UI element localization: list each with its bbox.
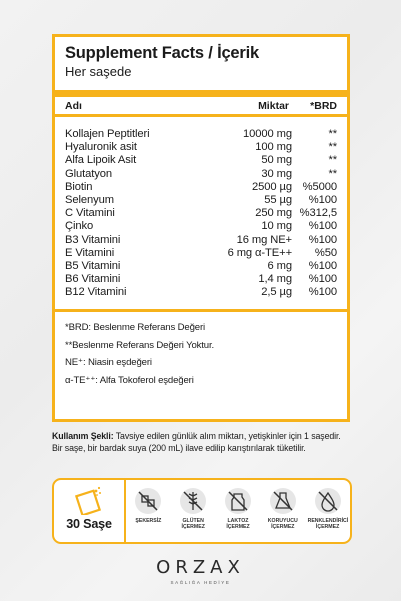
row-name: E Vitamini — [65, 246, 115, 259]
divider-footer — [55, 309, 347, 312]
row-amount: 2500 µg — [252, 180, 292, 193]
footnotes — [65, 319, 337, 389]
row-amount: 10 mg — [261, 220, 292, 233]
badge-preservative-free — [263, 486, 303, 530]
facts-row — [65, 154, 337, 167]
facts-row — [65, 273, 337, 286]
facts-header-row — [65, 97, 337, 114]
row-name: Çinko — [65, 220, 94, 233]
facts-row — [65, 207, 337, 220]
package-info-box — [52, 478, 352, 544]
header-brd: *BRD — [310, 99, 337, 112]
row-name: Hyaluronik asit — [65, 141, 137, 154]
divider-thick — [55, 90, 347, 97]
usage-text: Tavsiye edilen günlük alım miktarı, yetişkinler için 1 saşedir. Bir saşe, bir bardak suya (200 mL) ilave edilip karıştırılarak tüketilir. — [52, 431, 341, 454]
divider-header — [55, 114, 347, 117]
footnote: *BRD: Beslenme Referans Değeri — [65, 322, 206, 334]
badge-label: RENKLENDİRİCİ İÇERMEZ — [307, 518, 349, 530]
sachet-count — [54, 480, 124, 542]
row-amount: 50 mg — [261, 154, 292, 167]
row-name: B12 Vitamini — [65, 286, 127, 299]
row-amount: 10000 mg — [243, 128, 292, 140]
row-brd: %312,5 — [299, 207, 337, 220]
facts-subtitle: Her saşede — [65, 64, 132, 79]
row-name: Alfa Lipoik Asit — [65, 154, 137, 167]
facts-row — [65, 181, 337, 194]
preservative-free-icon — [268, 486, 298, 516]
gluten-free-icon — [178, 486, 208, 516]
sugar-free-icon — [133, 486, 163, 516]
row-amount: 55 µg — [264, 193, 292, 206]
sachet-count-label: 30 Saşe — [66, 517, 112, 531]
brand-tagline: SAĞLIĞA HEDİYE — [170, 580, 231, 585]
lactose-free-icon — [223, 486, 253, 516]
row-brd: ** — [328, 154, 337, 167]
row-name: Glutatyon — [65, 167, 112, 180]
facts-row — [65, 141, 337, 154]
row-brd: %100 — [308, 233, 337, 246]
footnote: NE⁺: Niasin eşdeğeri — [65, 357, 152, 369]
facts-row — [65, 247, 337, 260]
row-amount: 6 mg — [267, 259, 292, 272]
facts-title: Supplement Facts / İçerik — [65, 44, 259, 62]
supplement-facts-panel — [52, 34, 350, 422]
row-brd: %100 — [308, 193, 337, 206]
header-amount: Miktar — [258, 99, 289, 112]
row-amount: 6 mg α-TE++ — [227, 246, 292, 259]
facts-row — [65, 194, 337, 207]
badge-sugar-free — [128, 486, 168, 524]
badge-label: KORUYUCU İÇERMEZ — [267, 518, 298, 530]
facts-row — [65, 220, 337, 233]
usage-label: Kullanım Şekli: — [52, 431, 114, 441]
row-amount: 30 mg — [261, 167, 292, 180]
row-name: Kollajen Peptitleri — [65, 128, 150, 140]
badge-gluten-free — [173, 486, 213, 530]
row-brd: %100 — [308, 259, 337, 272]
badge-label: GLÜTEN İÇERMEZ — [181, 518, 205, 530]
row-brd: ** — [328, 167, 337, 180]
row-brd: %100 — [308, 286, 337, 299]
header-name: Adı — [65, 99, 82, 112]
row-brd: %5000 — [302, 180, 337, 193]
footnote: α-TE⁺⁺: Alfa Tokoferol eşdeğeri — [65, 374, 194, 386]
facts-row — [65, 234, 337, 247]
footnote: **Beslenme Referans Değeri Yoktur. — [65, 339, 215, 351]
sachet-icon — [75, 485, 103, 515]
brand-name: ORZAX — [156, 557, 245, 578]
colorant-free-icon — [313, 486, 343, 516]
facts-row — [65, 168, 337, 181]
row-amount: 16 mg NE+ — [236, 233, 292, 246]
badge-label: LAKTOZ İÇERMEZ — [226, 518, 250, 530]
badge-colorant-free — [308, 486, 348, 530]
row-brd: %100 — [308, 273, 337, 286]
row-name: B5 Vitamini — [65, 259, 121, 272]
row-brd: %50 — [314, 246, 337, 259]
facts-rows — [65, 128, 337, 299]
facts-row — [65, 286, 337, 299]
row-amount: 1,4 mg — [258, 273, 292, 286]
row-name: Selenyum — [65, 193, 114, 206]
facts-row — [65, 128, 337, 141]
badge-lactose-free — [218, 486, 258, 530]
badge-label: ŞEKERSİZ — [135, 518, 162, 524]
row-brd: %100 — [308, 220, 337, 233]
row-brd: ** — [328, 141, 337, 154]
row-brd: ** — [328, 128, 337, 140]
brand-logo — [0, 557, 401, 585]
row-amount: 250 mg — [255, 207, 292, 220]
free-from-badges — [126, 480, 350, 542]
row-amount: 2,5 µg — [261, 286, 292, 299]
row-name: B3 Vitamini — [65, 233, 121, 246]
row-name: C Vitamini — [65, 207, 115, 220]
row-name: B6 Vitamini — [65, 273, 121, 286]
facts-row — [65, 260, 337, 273]
row-amount: 100 mg — [255, 141, 292, 154]
row-name: Biotin — [65, 180, 93, 193]
usage-instructions — [52, 430, 352, 455]
